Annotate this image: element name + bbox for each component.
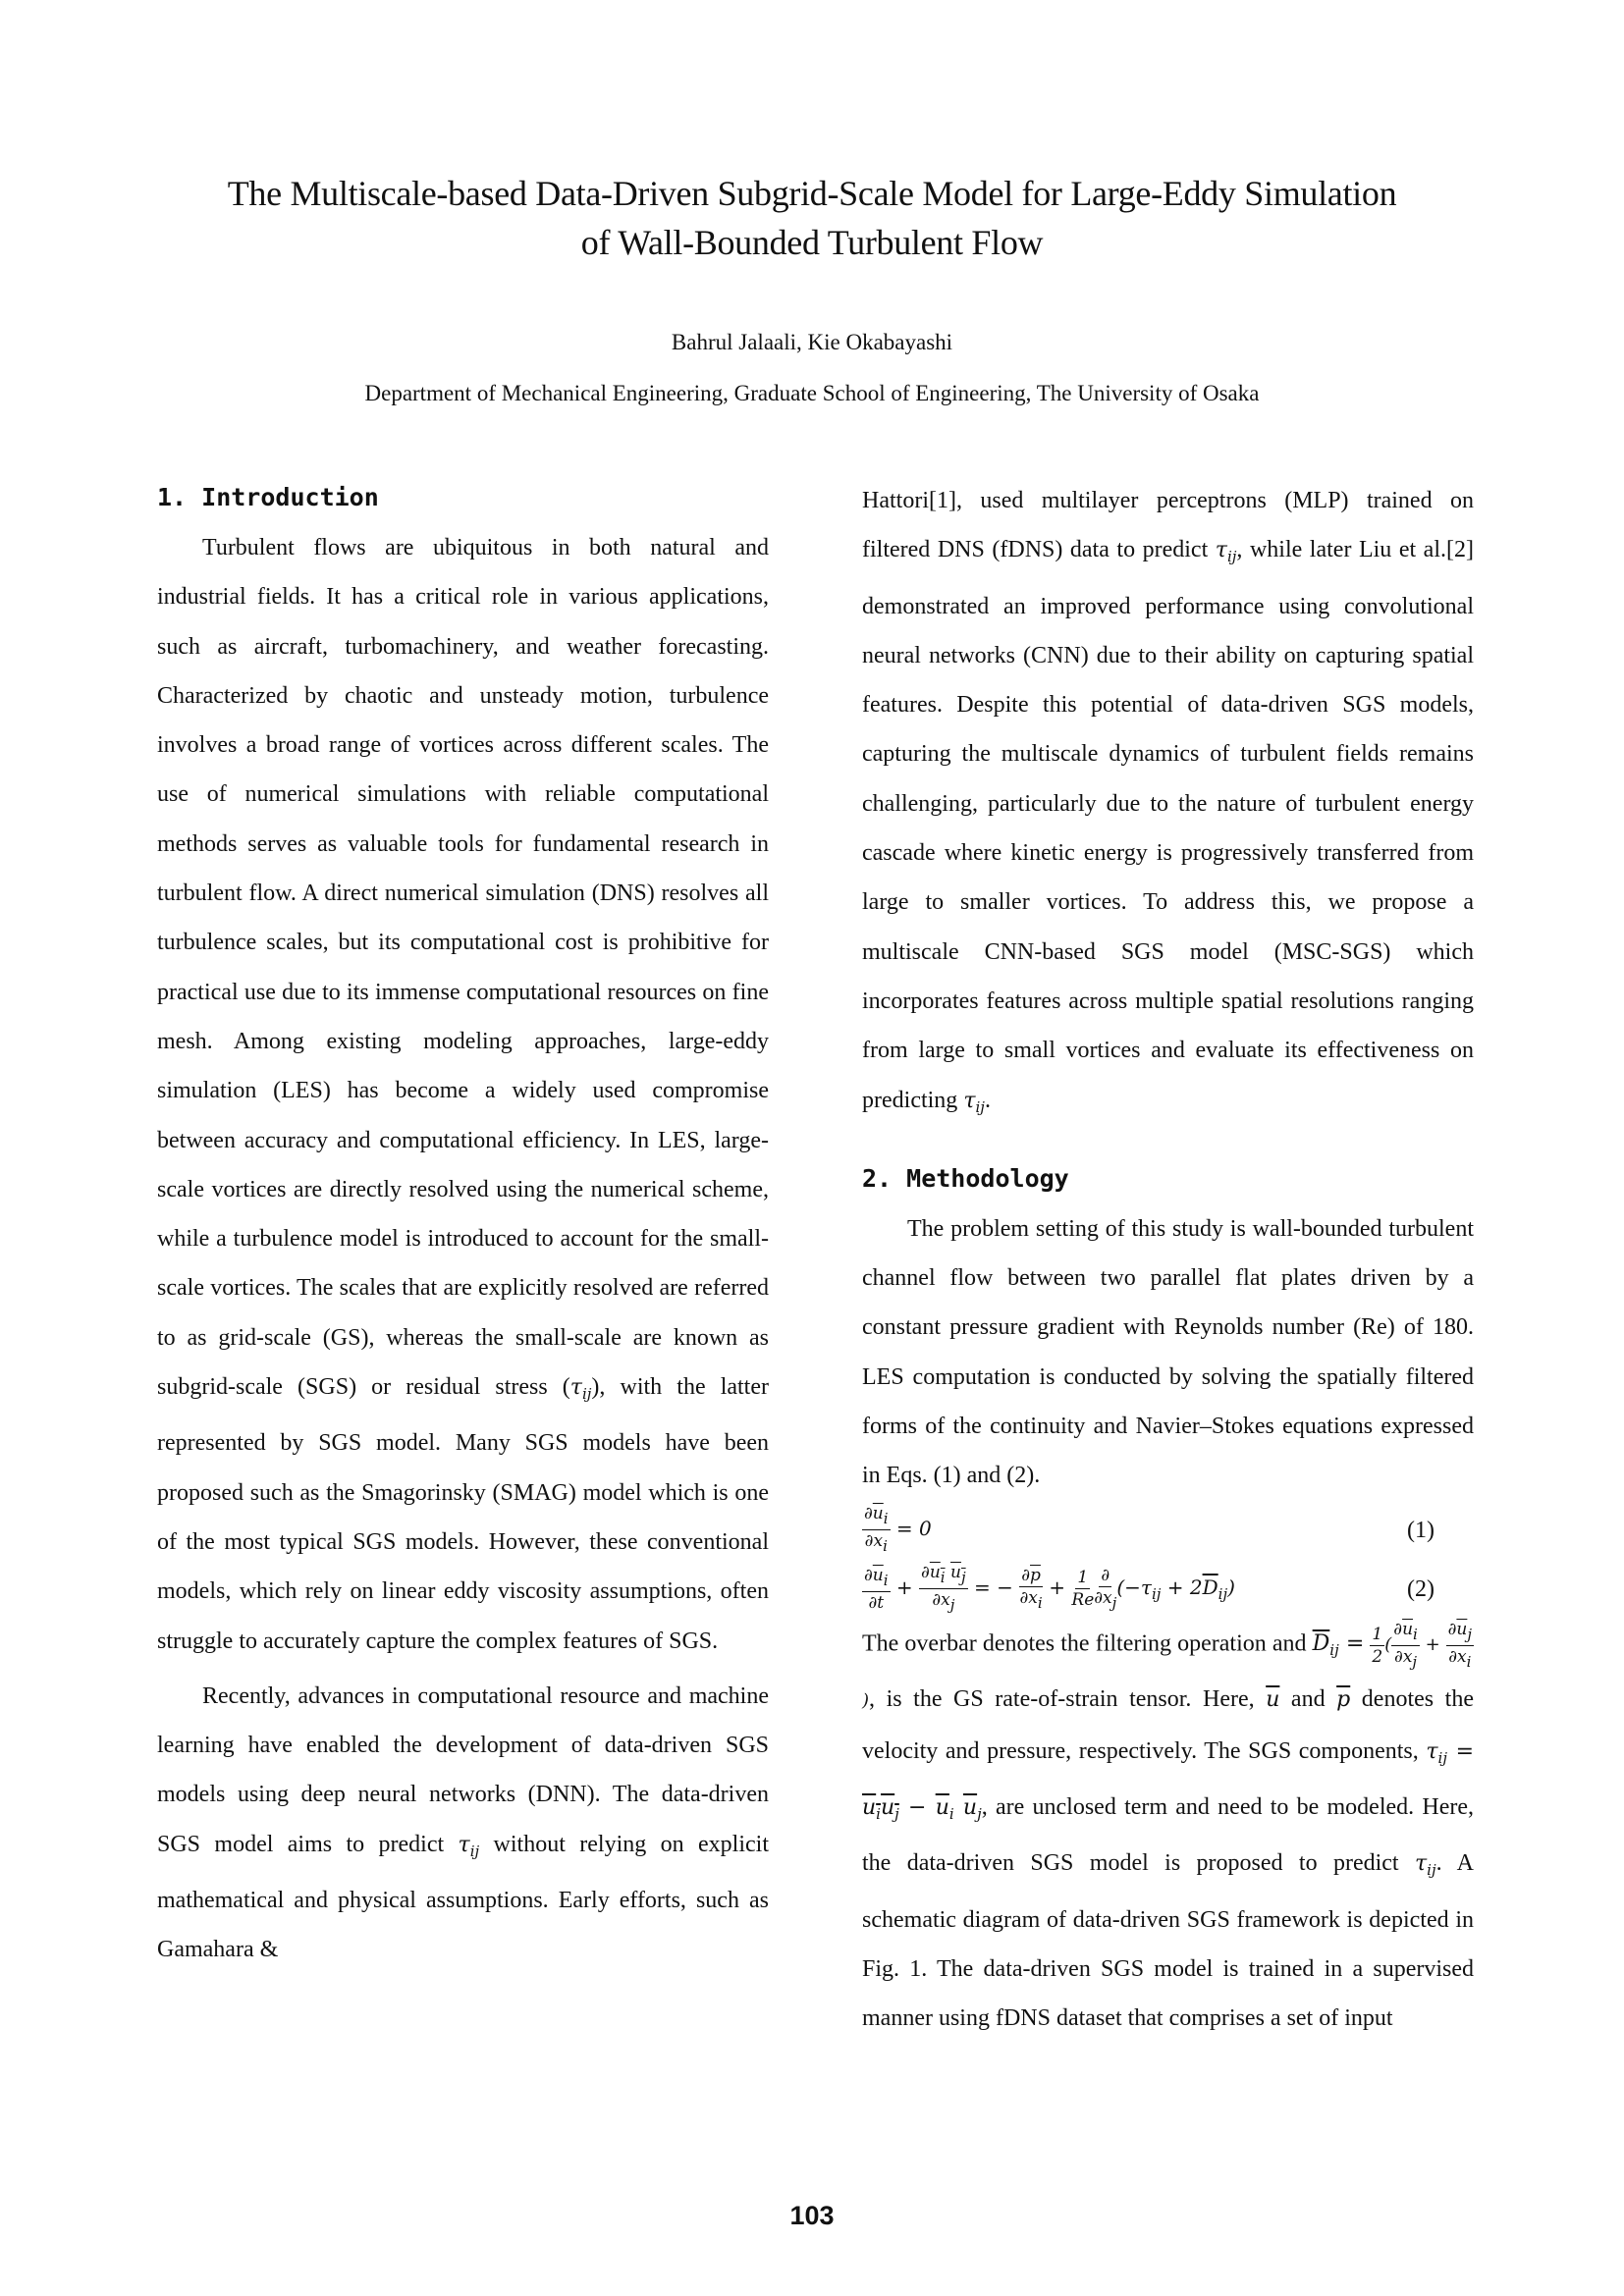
- tau-ij-symbol: $\tau_{ij}$: [458, 1832, 480, 1860]
- left-column: [157, 476, 769, 1975]
- title-line-2: of Wall-Bounded Turbulent Flow: [580, 223, 1044, 262]
- paper-title: [98, 169, 1526, 267]
- intro-paragraph-1: Turbulent flows are ubiquitous in both natural and industrial fields. It has a critical role in various applications, such as aircraft, turbomachinery, and weather forecasting. Characterized by chaotic and unsteady motion, turbulence involves a broad range of vortices across different scales. The use of numerical simulations with reliable computational methods serves as valuable tools for fundamental research in turbulent flow. A direct numerical simulation (DNS) resolves all turbulence scales, but its computational cost is prohibitive for practical use due to its immense computational resources on fine mesh. Among existing modeling approaches, large-eddy simulation (LES) has become a widely used compromise between accuracy and computational efficiency. In LES, large-scale vortices are directly resolved using the numerical scheme, while a turbulence model is introduced to account for the small-scale vortices. The scales that are explicitly resolved are referred to as grid-scale (GS), whereas the small-scale are known as subgrid-scale (SGS) or residual stress $(\tau_{ij})$, with the latter represented by SGS model. Many SGS models have been proposed such as the Smagorinsky (SMAG) model which is one of the most typical SGS models. However, these conventional models, which rely on linear eddy viscosity assumptions, often struggle to accurately capture the complex features of SGS.: [157, 535, 769, 1654]
- intro-paragraph-2: Recently, advances in computational resource and machine learning have enabled the development of data-driven SGS models using deep neural networks (DNN). The data-driven SGS model aims to predict $\tau_{ij}$ without relying on explicit mathematical and physical assumptions. Early efforts, such as Gamahara &: [157, 1682, 769, 1963]
- method-paragraph-1: The problem setting of this study is wall-bounded turbulent channel flow between two parallel flat plates driven by a constant pressure gradient with Reynolds number (Re) of 180. LES computation is conducted by solving the spatially filtered forms of the continuity and Navier–Stokes equations expressed in Eqs. (1) and (2).: [862, 1215, 1474, 1489]
- affiliation: Department of Mechanical Engineering, Graduate School of Engineering, The University of Osaka: [364, 381, 1260, 405]
- equation-1: [862, 1501, 1474, 1560]
- equation-number: (1): [1407, 1517, 1435, 1543]
- method-paragraph-2: The overbar denotes the filtering operation and $\overline{D}_{ij}$ = $\frac{1}{2}$ ( $\frac{\partial\overline{u}i}{\partial xj}$ + $\frac{\partial\overline{u}j}{\partial xi}$ ), is the GS rate-of-strain tensor. Here, $\overline{u}$ and $\overline{p}$ denotes the velocity and pressure, respectively. The SGS components, $\tau_{ij} = u_iu_j - \overline{u}_i$ $\overline{u}_j$, are unclosed term and need to be modeled. Here, the data-driven SGS model is proposed to predict $\tau_{ij}$. A schematic diagram of data-driven SGS framework is depicted in Fig. 1. The data-driven SGS model is trained in a supervised manner using fDNS dataset that comprises a set of input: [862, 1619, 1475, 2032]
- navier-stokes-equation: $\frac{\partial\overline{u}i}{\partial t}$ + $\frac{\text{∂ui uj}}{\partial xj}$ = − $\frac{\partial\overline{p}}{\partial xi}$ + $\frac{1}{Re}$ $\frac{\partial}{\partial xj}$ $(-\tau_{ij} + 2\overline{D}_{ij})$: [864, 1563, 1235, 1615]
- right-column: [862, 476, 1474, 2044]
- page-number: 103: [789, 2201, 835, 2230]
- equation-2: [862, 1560, 1474, 1619]
- authors: Bahrul Jalaali, Kie Okabayashi: [671, 330, 953, 354]
- tau-ij-symbol: $\tau_{ij}$: [569, 1375, 592, 1404]
- tau-ij-symbol: $\tau_{ij}$: [1215, 538, 1237, 566]
- tau-ij-symbol: $\tau_{ij}$: [963, 1088, 985, 1116]
- title-line-1: The Multiscale-based Data-Driven Subgrid-Scale Model for Large-Eddy Simulation: [227, 174, 1397, 213]
- tau-ij-symbol: $\tau_{ij}$: [1414, 1851, 1436, 1880]
- section-heading-introduction: 1. Introduction: [157, 483, 379, 511]
- equation-number: (2): [1407, 1575, 1435, 1602]
- section-heading-methodology: 2. Methodology: [862, 1163, 1069, 1193]
- continuity-equation: $\frac{\partial\overline{u}i}{\partial xi}$ = 0: [864, 1504, 932, 1556]
- intro-paragraph-3: Hattori[1], used multilayer perceptrons (MLP) trained on filtered DNS (fDNS) data to predict $\tau_{ij}$, while later Liu et al.[2] demonstrated an improved performance using convolutional neural networks (CNN) due to their ability on capturing spatial features. Despite this potential of data-driven SGS models, capturing the multiscale dynamics of turbulent fields remains challenging, particularly due to the nature of turbulent energy cascade where kinetic energy is progressively transferred from large to smaller vortices. To address this, we propose a multiscale CNN-based SGS model (MSC-SGS) which incorporates features across multiple spatial resolutions ranging from large to small vortices and evaluate its effectiveness on predicting $\tau_{ij}$.: [862, 488, 1474, 1116]
